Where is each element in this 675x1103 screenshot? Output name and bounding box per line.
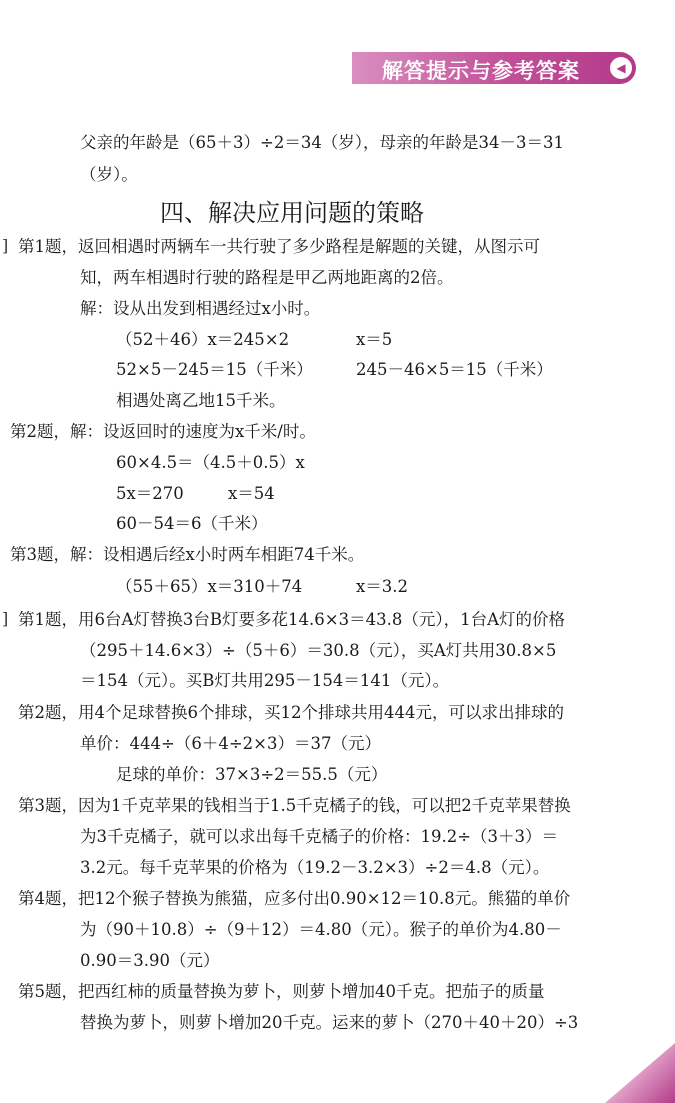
text-line: （岁）。 (80, 165, 138, 184)
text-line: 为3千克橘子，就可以求出每千克橘子的价格：19.2÷（3＋3）＝ (80, 827, 559, 846)
text-line: 第4题，把12个猴子替换为熊猫，应多付出0.90×12＝10.8元。熊猫的单价 (18, 889, 571, 908)
equation: （55＋65）x＝310＋74 (116, 577, 303, 596)
margin-bracket: ] (2, 609, 9, 628)
banner-title: 解答提示与参考答案 (382, 59, 580, 83)
equation: 5x＝270 (116, 484, 184, 503)
text-line: 替换为萝卜，则萝卜增加20千克。运来的萝卜（270＋40＋20）÷3 (80, 1013, 579, 1032)
text-line: 第1题，返回相遇时两辆车一共行驶了多少路程是解题的关键，从图示可 (18, 237, 540, 256)
text-line: 父亲的年龄是（65＋3）÷2＝34（岁），母亲的年龄是34－3＝31 (80, 133, 565, 152)
equation: 60×4.5＝（4.5＋0.5）x (116, 453, 305, 472)
equation: 60－54＝6（千米） (116, 514, 268, 533)
text-line: 第3题，解：设相遇后经x小时两车相距74千米。 (10, 545, 365, 564)
text-line: 知，两车相遇时行驶的路程是甲乙两地距离的2倍。 (80, 268, 454, 287)
text-line: 第5题，把西红柿的质量替换为萝卜，则萝卜增加40千克。把茄子的质量 (18, 982, 545, 1001)
text-line: 第1题，用6台A灯替换3台B灯要多花14.6×3＝43.8（元），1台A灯的价格 (18, 610, 565, 629)
section-title: 四、解决应用问题的策略 (160, 199, 424, 227)
text-line: 为（90＋10.8）÷（9＋12）＝4.80（元）。猴子的单价为4.80－ (80, 920, 562, 939)
left-arrow-icon: ◀ (610, 57, 632, 79)
text-line: ＝154（元）。买B灯共用295－154＝141（元）。 (80, 671, 450, 690)
text-line: （295＋14.6×3）÷（5＋6）＝30.8（元），买A灯共用30.8×5 (80, 641, 557, 660)
equation: x＝3.2 (356, 577, 409, 596)
text-line: 足球的单价：37×3÷2＝55.5（元） (116, 765, 388, 784)
equation: （52＋46）x＝245×2 (116, 330, 290, 349)
text-line: 3.2元。每千克苹果的价格为（19.2－3.2×3）÷2＝4.8（元）。 (80, 858, 550, 877)
equation: 245－46×5＝15（千米） (356, 360, 553, 379)
page-number: 6 (647, 1027, 661, 1051)
text-line: 第2题，解：设返回时的速度为x千米/时。 (10, 422, 316, 441)
text-line: 第2题，用4个足球替换6个排球，买12个排球共用444元，可以求出排球的 (18, 703, 564, 722)
text-line: 解：设从出发到相遇经过x小时。 (80, 299, 321, 318)
equation: x＝54 (228, 484, 275, 503)
text-line: 0.90＝3.90（元） (80, 951, 220, 970)
text-line: 相遇处离乙地15千米。 (116, 391, 286, 410)
text-line: 第3题，因为1千克苹果的钱相当于1.5千克橘子的钱，可以把2千克苹果替换 (18, 796, 571, 815)
equation: x＝5 (356, 330, 393, 349)
text-line: 单价：444÷（6＋4÷2×3）＝37（元） (80, 734, 381, 753)
page-corner-decoration (605, 1043, 675, 1103)
equation: 52×5－245＝15（千米） (116, 360, 313, 379)
answer-section-banner (352, 52, 636, 84)
margin-bracket: ] (2, 236, 9, 255)
